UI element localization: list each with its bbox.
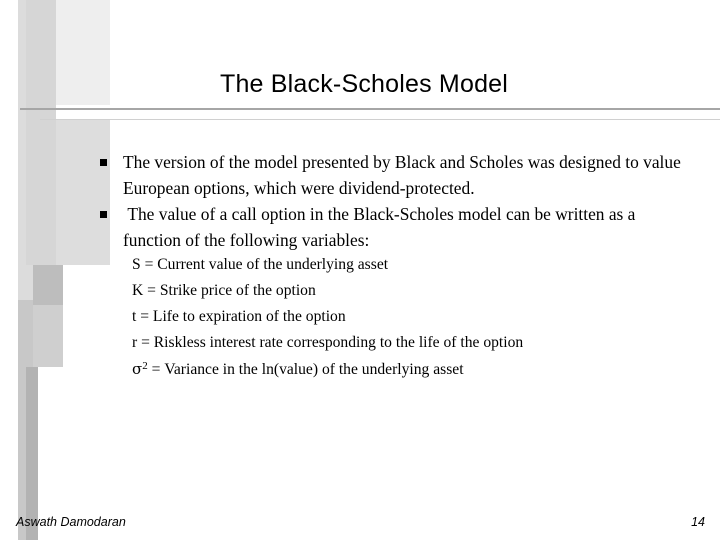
square-bullet-icon (100, 211, 107, 218)
decorative-bar (33, 305, 63, 367)
title-rule-secondary (40, 119, 720, 120)
title-rule (20, 108, 720, 110)
variable-list (132, 252, 523, 384)
bullet-item (96, 201, 696, 253)
variable-item: t = Life to expiration of the option (132, 308, 346, 325)
square-bullet-icon (100, 159, 107, 166)
decorative-bar (26, 0, 56, 265)
slide-title: The Black-Scholes Model (219, 70, 509, 98)
bullet-text: The value of a call option in the Black-Scholes model can be written as a function of the following variables: (123, 204, 640, 250)
variance-text: = Variance in the ln(value) of the underlying asset (147, 361, 464, 378)
bullet-list (96, 149, 696, 253)
variable-item: K = Strike price of the option (132, 282, 316, 299)
footer-author: Aswath Damodaran (16, 515, 126, 529)
sigma-symbol: σ (132, 360, 143, 378)
bullet-item (96, 149, 696, 201)
variable-item: r = Riskless interest rate corresponding to the life of the option (132, 334, 524, 351)
variable-item: S = Current value of the underlying asset (132, 256, 389, 273)
variable-item-variance (132, 356, 523, 384)
page-number: 14 (691, 515, 705, 529)
decorative-bar (33, 265, 63, 305)
superscript: 2 (142, 360, 148, 372)
bullet-text: The version of the model presented by Black and Scholes was designed to value European options, which were dividend-protected. (123, 152, 681, 198)
